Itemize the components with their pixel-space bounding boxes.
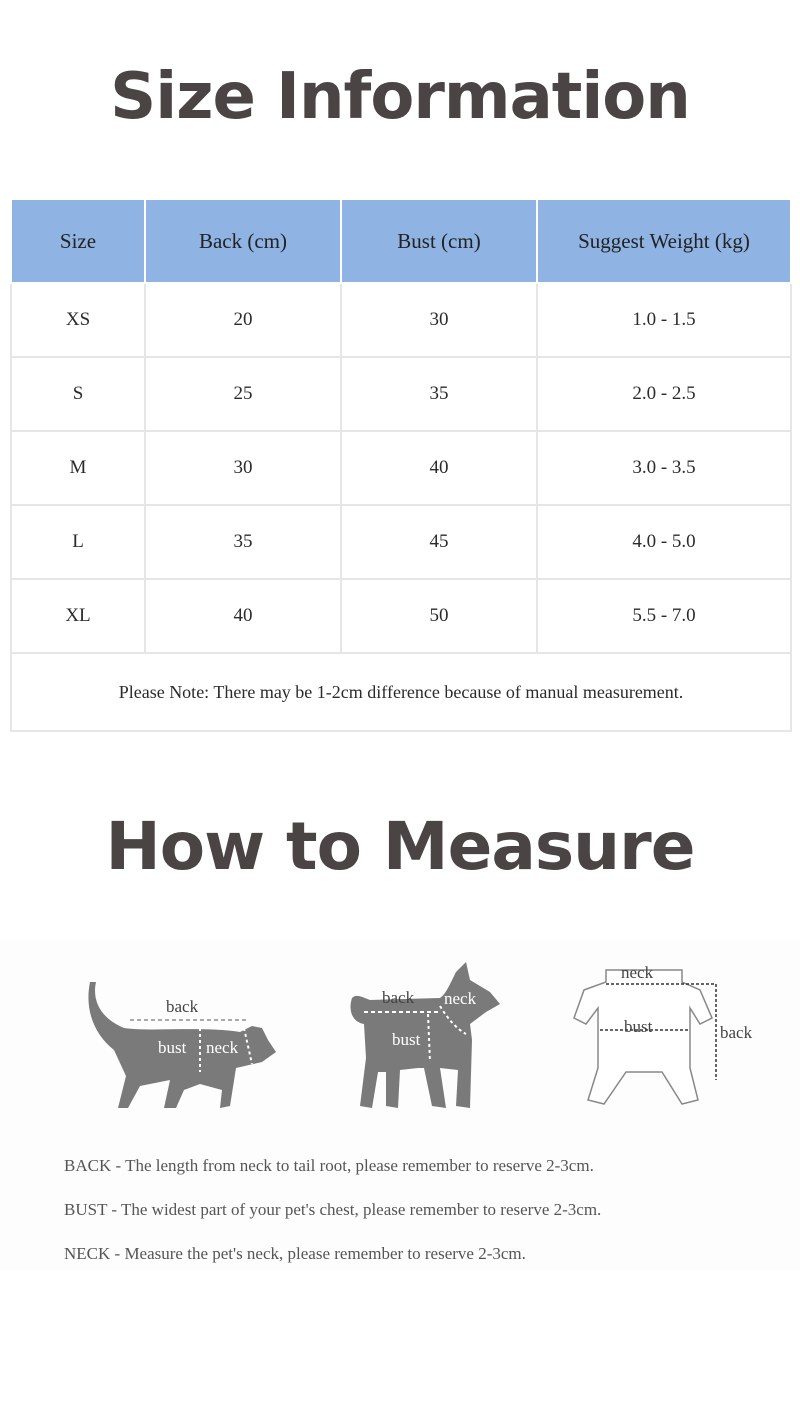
table-row	[11, 431, 791, 505]
table-row	[11, 357, 791, 431]
cell-size: XL	[11, 579, 145, 653]
garment-outline-icon	[574, 970, 712, 1104]
size-information-title: Size Information	[110, 60, 690, 134]
cell-bust: 30	[341, 283, 537, 357]
cell-back: 25	[145, 357, 341, 431]
measurement-diagrams	[0, 940, 800, 1270]
cat-bust-label: bust	[158, 1038, 187, 1057]
table-row	[11, 283, 791, 357]
cell-bust: 50	[341, 579, 537, 653]
cell-weight: 5.5 - 7.0	[537, 579, 791, 653]
cell-bust: 45	[341, 505, 537, 579]
cell-back: 40	[145, 579, 341, 653]
garment-bust-label: bust	[624, 1017, 653, 1036]
cell-size: M	[11, 431, 145, 505]
header-weight: Suggest Weight (kg)	[537, 199, 791, 283]
header-back: Back (cm)	[145, 199, 341, 283]
diagram-illustrations	[0, 940, 800, 1140]
cell-bust: 40	[341, 431, 537, 505]
table-row	[11, 579, 791, 653]
neck-description: NECK - Measure the pet's neck, please remember to reserve 2-3cm.	[64, 1244, 526, 1263]
dog-neck-label: neck	[444, 989, 477, 1008]
cell-back: 20	[145, 283, 341, 357]
how-to-measure-title: How to Measure	[105, 808, 695, 885]
cell-size: S	[11, 357, 145, 431]
table-row	[11, 505, 791, 579]
garment-neck-label: neck	[621, 963, 654, 982]
cell-size: L	[11, 505, 145, 579]
dog-back-label: back	[382, 988, 415, 1007]
cell-weight: 1.0 - 1.5	[537, 283, 791, 357]
table-header-row	[11, 199, 791, 283]
cell-bust: 35	[341, 357, 537, 431]
back-description: BACK - The length from neck to tail root, please remember to reserve 2-3cm.	[64, 1156, 594, 1175]
size-table	[10, 198, 792, 732]
cell-back: 35	[145, 505, 341, 579]
cell-weight: 3.0 - 3.5	[537, 431, 791, 505]
dog-silhouette-icon	[351, 962, 501, 1108]
cat-diagram	[88, 982, 276, 1108]
note-row	[11, 653, 791, 731]
dog-bust-label: bust	[392, 1030, 421, 1049]
garment-diagram	[574, 963, 753, 1104]
bust-description: BUST - The widest part of your pet's chest, please remember to reserve 2-3cm.	[64, 1200, 602, 1219]
measurement-note: Please Note: There may be 1-2cm difference because of manual measurement.	[11, 653, 791, 731]
garment-back-label: back	[720, 1023, 753, 1042]
cell-weight: 2.0 - 2.5	[537, 357, 791, 431]
header-bust: Bust (cm)	[341, 199, 537, 283]
cat-back-label: back	[166, 997, 199, 1016]
cell-size: XS	[11, 283, 145, 357]
cell-back: 30	[145, 431, 341, 505]
cat-neck-label: neck	[206, 1038, 239, 1057]
dog-diagram	[351, 962, 501, 1108]
header-size: Size	[11, 199, 145, 283]
cell-weight: 4.0 - 5.0	[537, 505, 791, 579]
